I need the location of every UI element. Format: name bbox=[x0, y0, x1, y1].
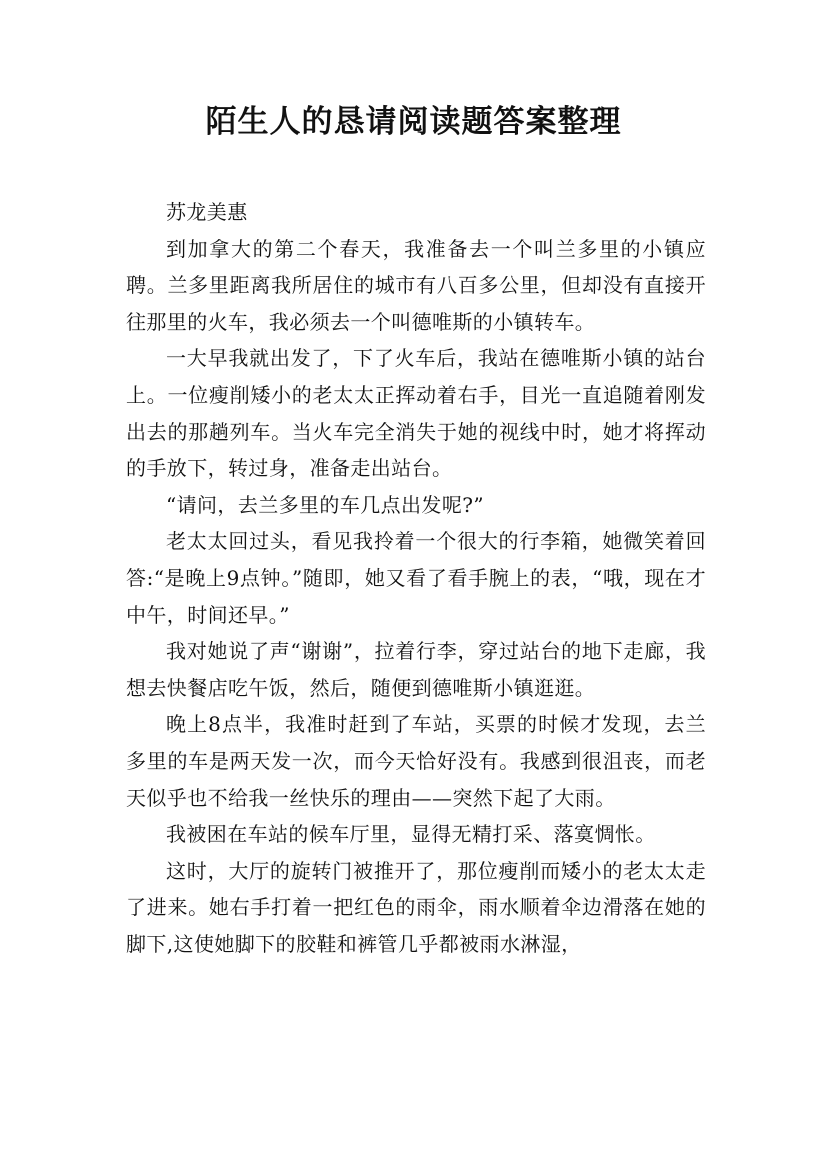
paragraph: 我对她说了声“谢谢”，拉着行李，穿过站台的地下走廊，我想去快餐店吃午饭，然后，随便到德唯斯小镇逛逛。 bbox=[126, 639, 706, 700]
article-body bbox=[126, 194, 706, 962]
author-line: 苏龙美惠 bbox=[166, 200, 248, 224]
paragraph: 这时，大厅的旋转门被推开了，那位瘦削而矮小的老太太走了进来。她右手打着一把红色的雨伞，雨水顺着伞边滑落在她的脚下,这使她脚下的胶鞋和裤管几乎都被雨水淋湿， bbox=[126, 858, 706, 956]
paragraph: 一大早我就出发了，下了火车后，我站在德唯斯小镇的站台上。一位瘦削矮小的老太太正挥动着右手，目光一直追随着刚发出去的那趟列车。当火车完全消失于她的视线中时，她才将挥动的手放下，转过身，准备走出站台。 bbox=[126, 346, 706, 481]
document-title: 陌生人的恳请阅读题答案整理 bbox=[205, 104, 622, 140]
paragraph: 晚上8点半，我准时赶到了车站，买票的时候才发现，去兰多里的车是两天发一次，而今天恰好没有。我感到很沮丧，而老天似乎也不给我一丝快乐的理由——突然下起了大雨。 bbox=[126, 712, 706, 810]
paragraph: 到加拿大的第二个春天，我准备去一个叫兰多里的小镇应聘。兰多里距离我所居住的城市有八百多公里，但却没有直接开往那里的火车，我必须去一个叫德唯斯的小镇转车。 bbox=[126, 236, 706, 334]
paragraph: “请问，去兰多里的车几点出发呢?” bbox=[166, 492, 484, 517]
paragraph: 老太太回过头，看见我拎着一个很大的行李箱，她微笑着回答:“是晚上9点钟。”随即，她又看了看手腕上的表，“哦，现在才中午，时间还早。” bbox=[126, 529, 706, 627]
paragraph: 我被困在车站的候车厅里，显得无精打采、落寞惆怅。 bbox=[166, 822, 656, 847]
